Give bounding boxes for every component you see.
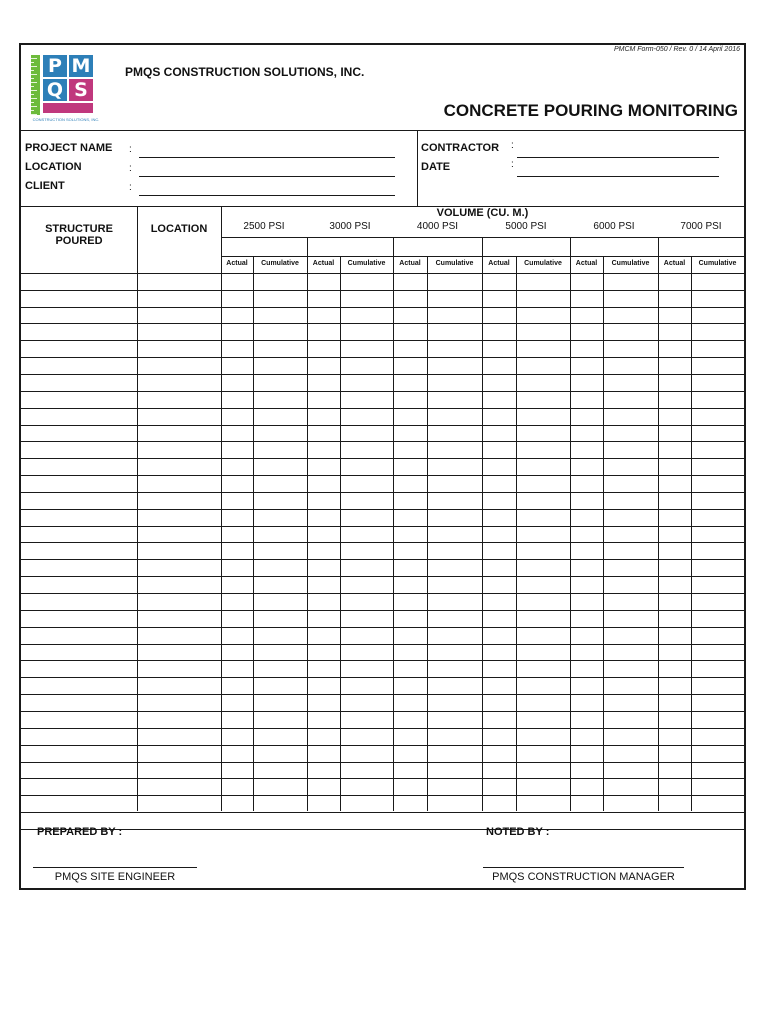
form-title: CONCRETE POURING MONITORING xyxy=(443,101,738,120)
table-row xyxy=(21,829,744,830)
ruler-tick xyxy=(31,74,37,75)
table-row xyxy=(21,711,744,712)
table-row xyxy=(21,307,744,308)
logo-letter-m: M xyxy=(69,55,93,77)
ruler-tick xyxy=(31,90,37,91)
company-logo xyxy=(27,53,105,125)
client-label: CLIENT xyxy=(25,180,65,192)
contractor-colon: : xyxy=(511,140,514,151)
cumulative-subheader: Cumulative xyxy=(261,260,299,267)
table-row xyxy=(21,323,744,324)
volume-divider xyxy=(221,237,744,238)
psi-group-label: 5000 PSI xyxy=(505,221,547,232)
table-row xyxy=(21,762,744,763)
table-row xyxy=(21,795,744,796)
table-row xyxy=(21,542,744,543)
psi-group-label: 4000 PSI xyxy=(416,221,459,232)
noted-by-label: NOTED BY : xyxy=(486,826,550,838)
date-colon: : xyxy=(511,159,514,170)
volume-header: VOLUME (CU. M.) xyxy=(436,207,529,219)
table-row xyxy=(21,425,744,426)
table-row xyxy=(21,728,744,729)
project-name-field[interactable] xyxy=(139,157,395,158)
logo-letter-p: P xyxy=(43,55,67,77)
ruler-tick xyxy=(31,86,34,87)
logo-letter-q: Q xyxy=(43,79,67,101)
psi-group-label: 2500 PSI xyxy=(243,221,285,232)
psi-group-label: 7000 PSI xyxy=(680,221,722,232)
table-row xyxy=(21,441,744,442)
ruler-tick xyxy=(31,78,34,79)
noted-by-role: PMQS CONSTRUCTION MANAGER xyxy=(492,871,675,883)
date-field[interactable] xyxy=(517,176,719,177)
contractor-field[interactable] xyxy=(517,157,719,158)
ruler-tick xyxy=(31,70,34,71)
header-divider xyxy=(21,130,744,131)
cumulative-subheader: Cumulative xyxy=(698,260,737,267)
actual-subheader: Actual xyxy=(575,260,598,267)
table-row xyxy=(21,509,744,510)
table-row xyxy=(21,677,744,678)
ruler-tick xyxy=(31,114,37,115)
ruler-tick xyxy=(31,62,34,63)
ruler-tick xyxy=(31,82,37,83)
cumulative-subheader: Cumulative xyxy=(347,260,386,267)
table-row xyxy=(21,745,744,746)
table-row xyxy=(21,526,744,527)
table-row xyxy=(21,357,744,358)
prepared-by-signature-line[interactable] xyxy=(33,867,197,868)
ruler-tick xyxy=(31,94,34,95)
logo-letter-s: S xyxy=(69,79,93,101)
table-row xyxy=(21,408,744,409)
actual-subheader: Actual xyxy=(488,260,510,267)
psi-group-label: 3000 PSI xyxy=(329,221,371,232)
date-label: DATE xyxy=(421,161,451,173)
form-code: PMCM Form-050 / Rev. 0 / 14 April 2016 xyxy=(613,46,740,53)
location-label: LOCATION xyxy=(25,161,82,173)
contractor-label: CONTRACTOR xyxy=(421,142,500,154)
client-field[interactable] xyxy=(139,195,395,196)
cumulative-subheader: Cumulative xyxy=(435,260,474,267)
logo-tagline: CONSTRUCTION SOLUTIONS, INC. xyxy=(32,117,100,122)
table-row xyxy=(21,290,744,291)
table-row xyxy=(21,644,744,645)
table-row xyxy=(21,610,744,611)
table-row xyxy=(21,778,744,779)
noted-by-signature-line[interactable] xyxy=(483,867,684,868)
location-colon: : xyxy=(129,163,132,174)
ruler-tick xyxy=(31,110,34,111)
project-name-label: PROJECT NAME xyxy=(25,142,113,154)
table-row xyxy=(21,694,744,695)
table-row xyxy=(21,391,744,392)
table-row xyxy=(21,475,744,476)
logo-ruler-icon xyxy=(31,55,40,115)
location-header: LOCATION xyxy=(150,223,208,235)
client-colon: : xyxy=(129,182,132,193)
prepared-by-label: PREPARED BY : xyxy=(37,826,123,838)
ruler-tick xyxy=(31,106,37,107)
company-name: PMQS CONSTRUCTION SOLUTIONS, INC. xyxy=(125,65,365,79)
actual-subheader: Actual xyxy=(312,260,335,267)
table-row xyxy=(21,593,744,594)
ruler-tick xyxy=(31,66,37,67)
table-row xyxy=(21,374,744,375)
info-divider xyxy=(417,130,418,206)
psi-group-label: 6000 PSI xyxy=(593,221,635,232)
logo-ruler-bar xyxy=(43,103,93,113)
table-row xyxy=(21,660,744,661)
table-row xyxy=(21,576,744,577)
structure-poured-header: STRUCTURE POURED xyxy=(45,223,113,247)
ruler-tick xyxy=(31,102,34,103)
actual-subheader: Actual xyxy=(226,260,248,267)
ruler-tick xyxy=(31,98,37,99)
table-row xyxy=(21,627,744,628)
table-row xyxy=(21,273,744,274)
table-row xyxy=(21,340,744,341)
prepared-by-role: PMQS SITE ENGINEER xyxy=(54,871,176,883)
actual-subheader: Actual xyxy=(399,260,421,267)
table-row xyxy=(21,458,744,459)
cumulative-subheader: Cumulative xyxy=(611,260,650,267)
cumulative-subheader: Cumulative xyxy=(524,260,562,267)
psi-divider xyxy=(221,256,744,257)
table-row xyxy=(21,812,744,813)
location-field[interactable] xyxy=(139,176,395,177)
ruler-tick xyxy=(31,58,37,59)
project-name-colon: : xyxy=(129,144,132,155)
table-row xyxy=(21,559,744,560)
concrete-pouring-form xyxy=(19,43,746,890)
actual-subheader: Actual xyxy=(663,260,686,267)
table-row xyxy=(21,492,744,493)
